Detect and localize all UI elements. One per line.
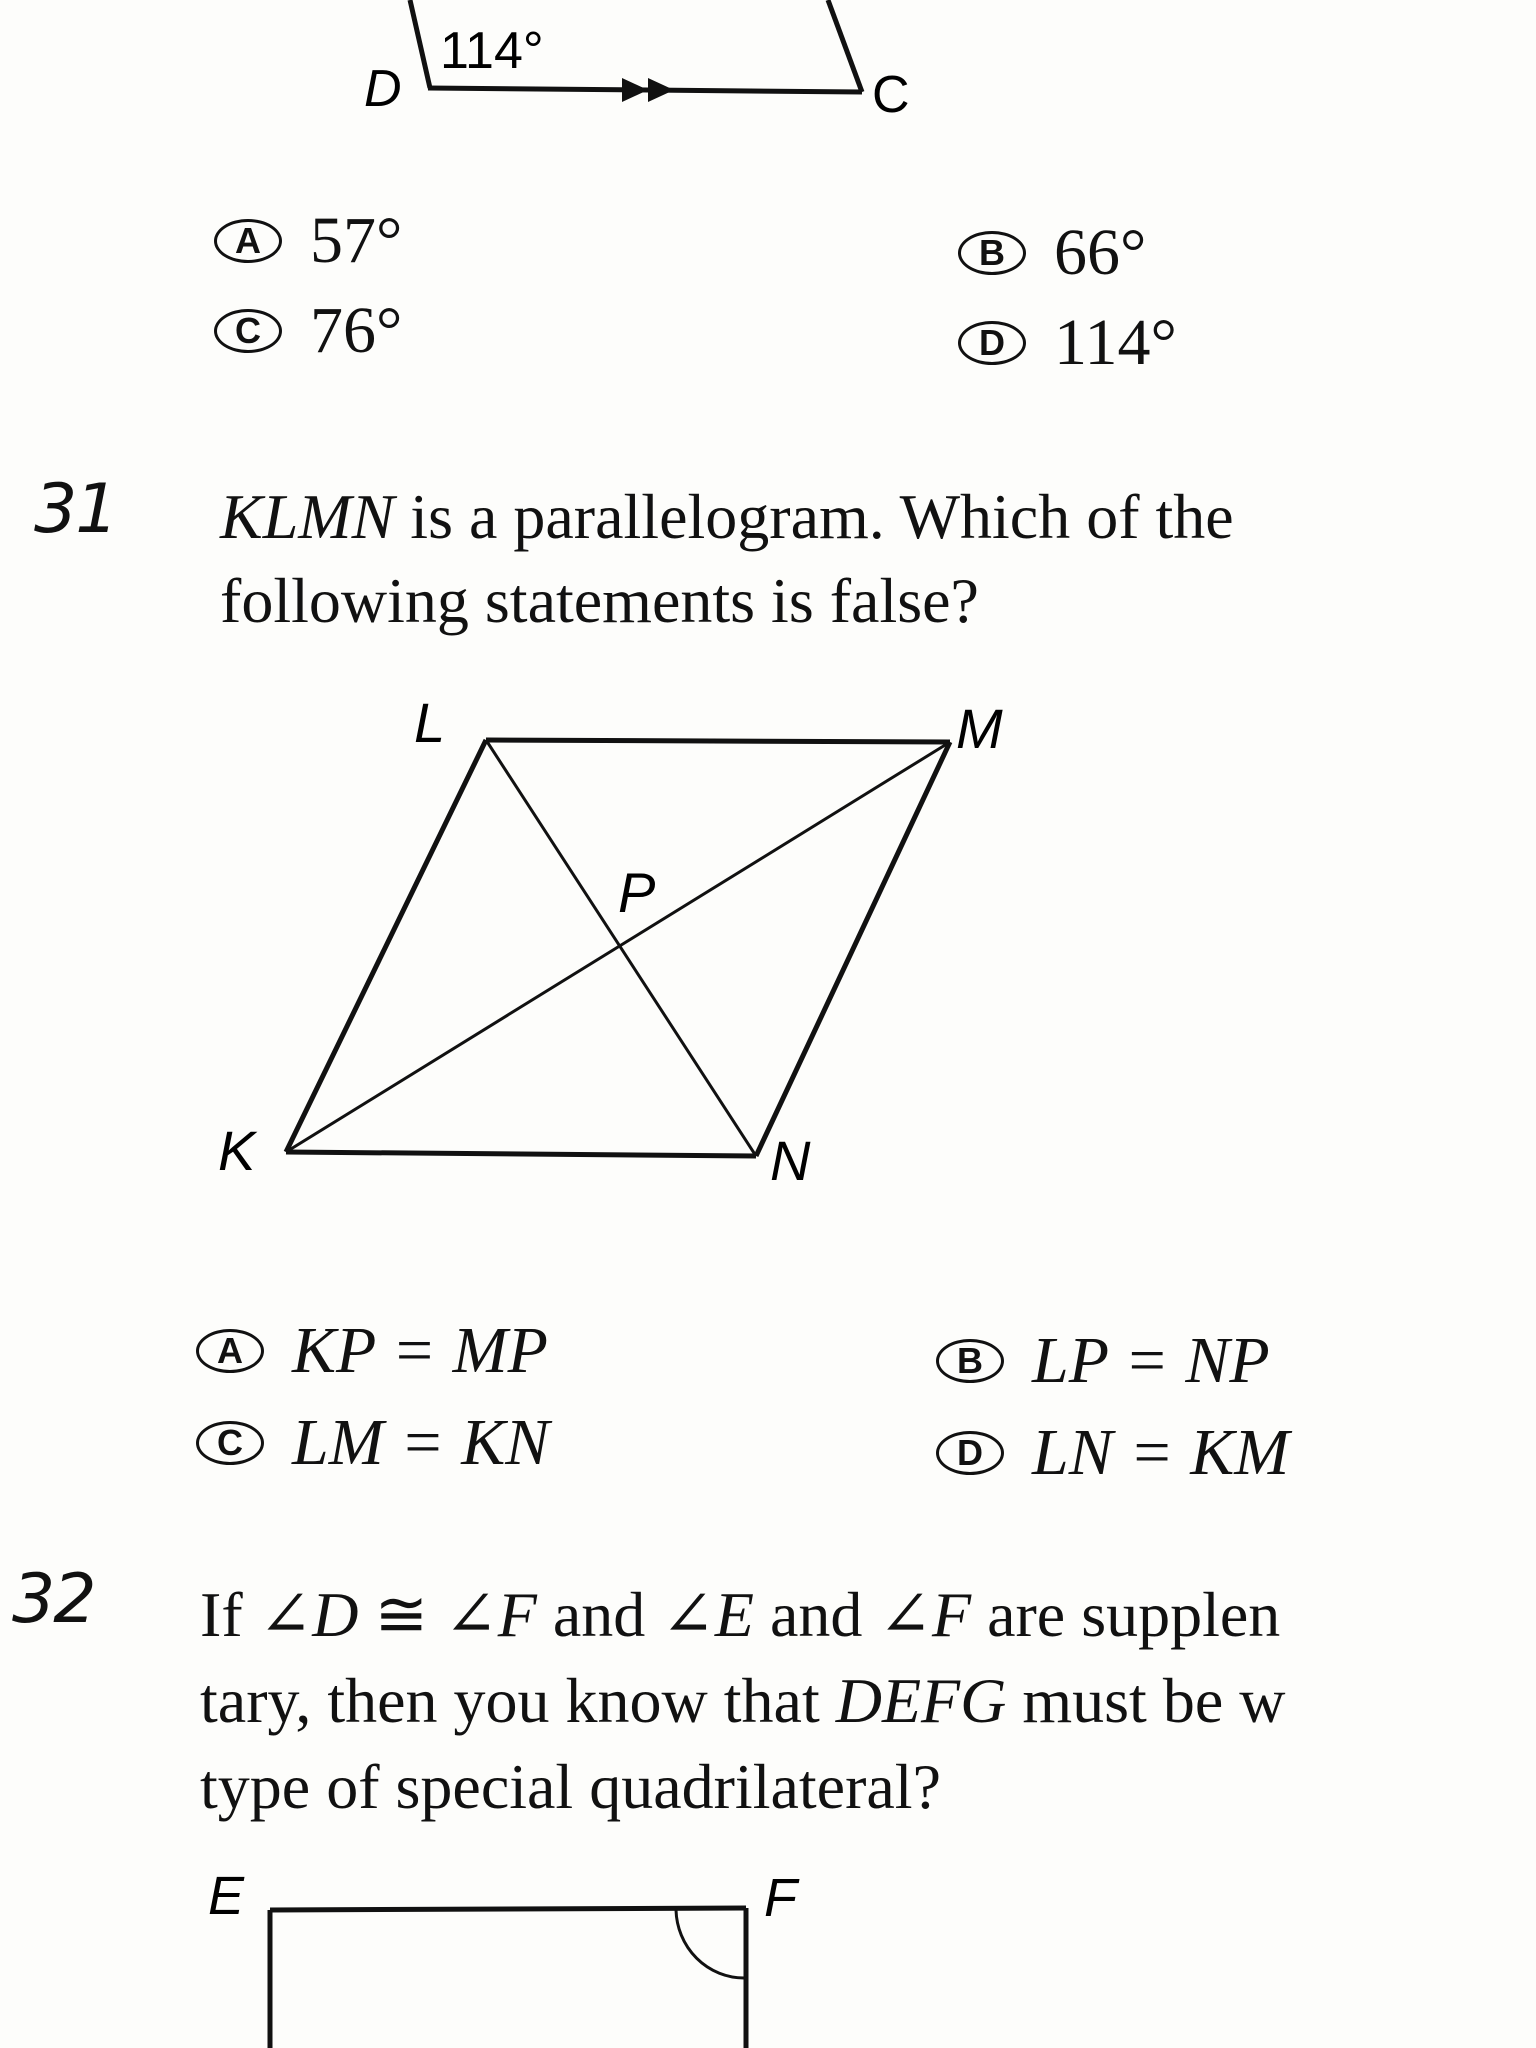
q31-choice-c-text: LM = KN [292,1406,550,1479]
q31-line-1 [220,476,1234,558]
side-ef [270,1908,746,1910]
vertex-label-l: L [414,691,446,754]
side-lm [486,740,950,742]
side-mn [756,742,950,1156]
q31-choice-a[interactable] [196,1314,548,1387]
q31-choice-d[interactable] [936,1416,1290,1489]
angle-f-2: ∠F [878,1579,972,1650]
prev-figure-left-side [410,0,430,88]
q32-number: 32 [12,1560,95,1639]
angle-d: ∠D [258,1579,359,1650]
q32-line-2-tail: must be w [1006,1665,1286,1736]
q31-choice-a-text: KP = MP [292,1314,548,1387]
q31-line-2: following statements is false? [220,565,979,636]
side-nk [286,1152,756,1156]
vertex-label-n: N [770,1129,811,1192]
q32-line-2 [200,1660,1285,1742]
prev-figure-right-side [828,0,862,92]
q32-text-and-2: and [753,1579,879,1650]
vertex-label-m: M [956,697,1003,760]
bubble-c[interactable]: C [196,1421,264,1465]
prev-choice-a-text: 57° [310,204,403,277]
vertex-label-k: K [218,1119,256,1182]
prev-vertex-d: D [364,60,402,118]
angle-e: ∠E [661,1579,754,1650]
q32-line-3: type of special quadrilateral? [200,1751,941,1822]
q31-choice-b-text: LP = NP [1032,1324,1270,1397]
quadrilateral-defg-figure [0,1860,900,2048]
vertex-label-e: E [208,1866,245,1926]
diagonal-ln [486,740,756,1156]
angle-f-arc-icon [676,1910,744,1978]
q31-choice-d-text: LN = KM [1032,1416,1290,1489]
prev-choice-d-text: 114° [1054,306,1177,379]
prev-vertex-c: C [872,66,910,124]
q31-figure-name: KLMN [220,481,395,552]
parallel-arrows-icon [622,78,674,102]
prev-choice-b-text: 66° [1054,216,1147,289]
bubble-b[interactable]: B [958,231,1026,275]
prev-choice-c-text: 76° [310,294,403,367]
prev-figure [0,0,1536,130]
bubble-a[interactable]: A [196,1329,264,1373]
vertex-label-f: F [764,1868,797,1928]
prev-choice-a[interactable] [214,204,403,277]
q32-text-if: If [200,1579,259,1650]
q32-line-1 [200,1574,1280,1656]
congruent-symbol: ≅ [358,1579,445,1650]
bubble-c[interactable]: C [214,309,282,353]
angle-f: ∠F [444,1579,537,1650]
bubble-a[interactable]: A [214,219,282,263]
q31-line-1-rest: is a parallelogram. Which of the [394,481,1234,552]
q32-figure-name: DEFG [835,1665,1007,1736]
prev-choice-d[interactable] [958,306,1177,379]
q31-number: 31 [34,470,117,549]
parallelogram-klmn-figure [0,690,1100,1210]
q32-line-1-tail: are supplen [971,1579,1281,1650]
prev-choice-b[interactable] [958,216,1147,289]
q32-line-2-start: tary, then you know that [200,1665,836,1736]
prev-angle-label: 114° [440,22,544,80]
bubble-d[interactable]: D [936,1431,1004,1475]
intersection-label-p: P [618,861,656,924]
prev-choice-c[interactable] [214,294,403,367]
bubble-d[interactable]: D [958,321,1026,365]
q32-text-and: and [536,1579,662,1650]
q31-choice-c[interactable] [196,1406,550,1479]
q31-choice-b[interactable] [936,1324,1270,1397]
bubble-b[interactable]: B [936,1339,1004,1383]
